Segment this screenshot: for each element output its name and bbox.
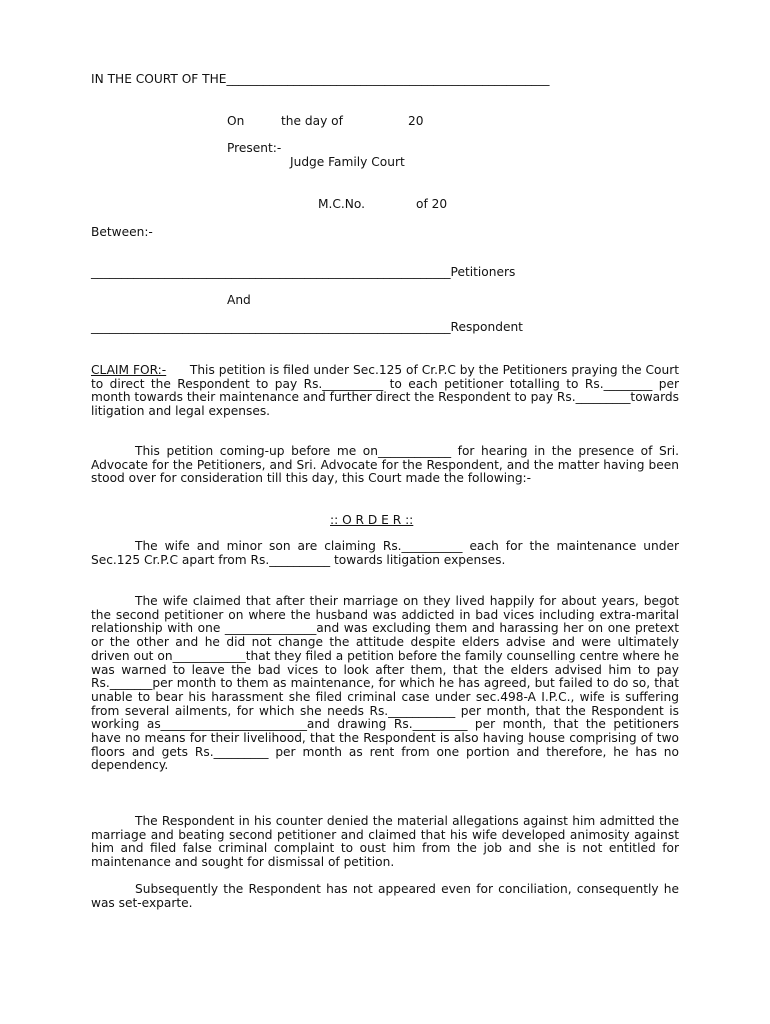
respondent-label: Respondent <box>450 320 523 334</box>
mc-of: of 20 <box>416 197 448 211</box>
between-label: Between:- <box>91 225 153 239</box>
claiming-text: The wife and minor son are claiming Rs.__________ each for the maintenance under Sec.125 Cr.P.C apart from Rs.__________ towards litigation expenses. <box>91 539 679 567</box>
date-day-of: the day of <box>281 114 343 128</box>
exparte-paragraph <box>91 883 679 910</box>
petitioners-blank: ___________________________________________________________ <box>91 265 451 279</box>
exparte-text: Subsequently the Respondent has not appeared even for conciliation, consequently he was set-exparte. <box>91 882 679 910</box>
claim-text: This petition is filed under Sec.125 of Cr.P.C by the Petitioners praying the Court to direct the Respondent to pay Rs.__________ to each petitioner totalling to Rs.________ per month towards their maintenance and further direct the Respondent to pay Rs._________towards litigation and legal expenses. <box>91 363 680 419</box>
court-line: IN THE COURT OF THE_____________________________________________________ <box>91 72 550 86</box>
mc-number: M.C.No. <box>318 197 366 211</box>
judge-title: Judge Family Court <box>290 155 405 169</box>
counter-text: The Respondent in his counter denied the material allegations against him admitted the marriage and beating second petitioner and claimed that his wife developed animosity against him and filed false criminal complaint to oust him from the job and she is not entitled for maintenance and sought for dismissal of petition. <box>91 814 679 870</box>
petitioners-label: Petitioners <box>450 265 516 279</box>
claim-paragraph <box>91 364 679 419</box>
present-label: Present:- <box>227 141 282 155</box>
respondent-line <box>91 320 523 335</box>
order-heading: :: O R D E R :: <box>330 513 414 527</box>
wife-claim-text: The wife claimed that after their marriage on they lived happily for about years, begot the second petitioner on where the husband was addicted in bad vices including extra-marital relationship with one _______________and was excluding them and harassing her on one pretext or the other and he did not change the attitude despite elders advise and were ultimately driven out on____________that they filed a petition before the family counselling centre where he was warned to leave the bad vices to look after them, that the elders advised him to pay Rs._______per month to them as maintenance, for which he has agreed, but failed to do so, that unable to bear his harassment she filed criminal case under sec.498-A I.P.C., wife is suffering from several ailments, for which she needs Rs.___________ per month, that the Respondent is working as________________________and drawing Rs._________ per month, that the petitioners have no means for their livelihood, that the Respondent is also having house comprising of two floors and gets Rs._________ per month as rent from one portion and therefore, he has no dependency. <box>91 594 679 773</box>
petitioners-line <box>91 265 515 280</box>
claiming-paragraph <box>91 540 679 567</box>
hearing-paragraph <box>91 445 679 486</box>
claim-label: CLAIM FOR:- <box>91 363 167 377</box>
date-on: On <box>227 114 245 128</box>
date-year: 20 <box>408 114 424 128</box>
and-label: And <box>227 293 251 307</box>
hearing-text: This petition coming-up before me on____________ for hearing in the presence of Sri. Advocate for the Petitioners, and Sri. Advocate for the Respondent, and the matter having been stood over for consideration till this day, this Court made the following:- <box>91 444 679 486</box>
respondent-blank: ___________________________________________________________ <box>91 320 451 334</box>
counter-paragraph <box>91 815 679 870</box>
wife-claim-paragraph <box>91 595 679 773</box>
